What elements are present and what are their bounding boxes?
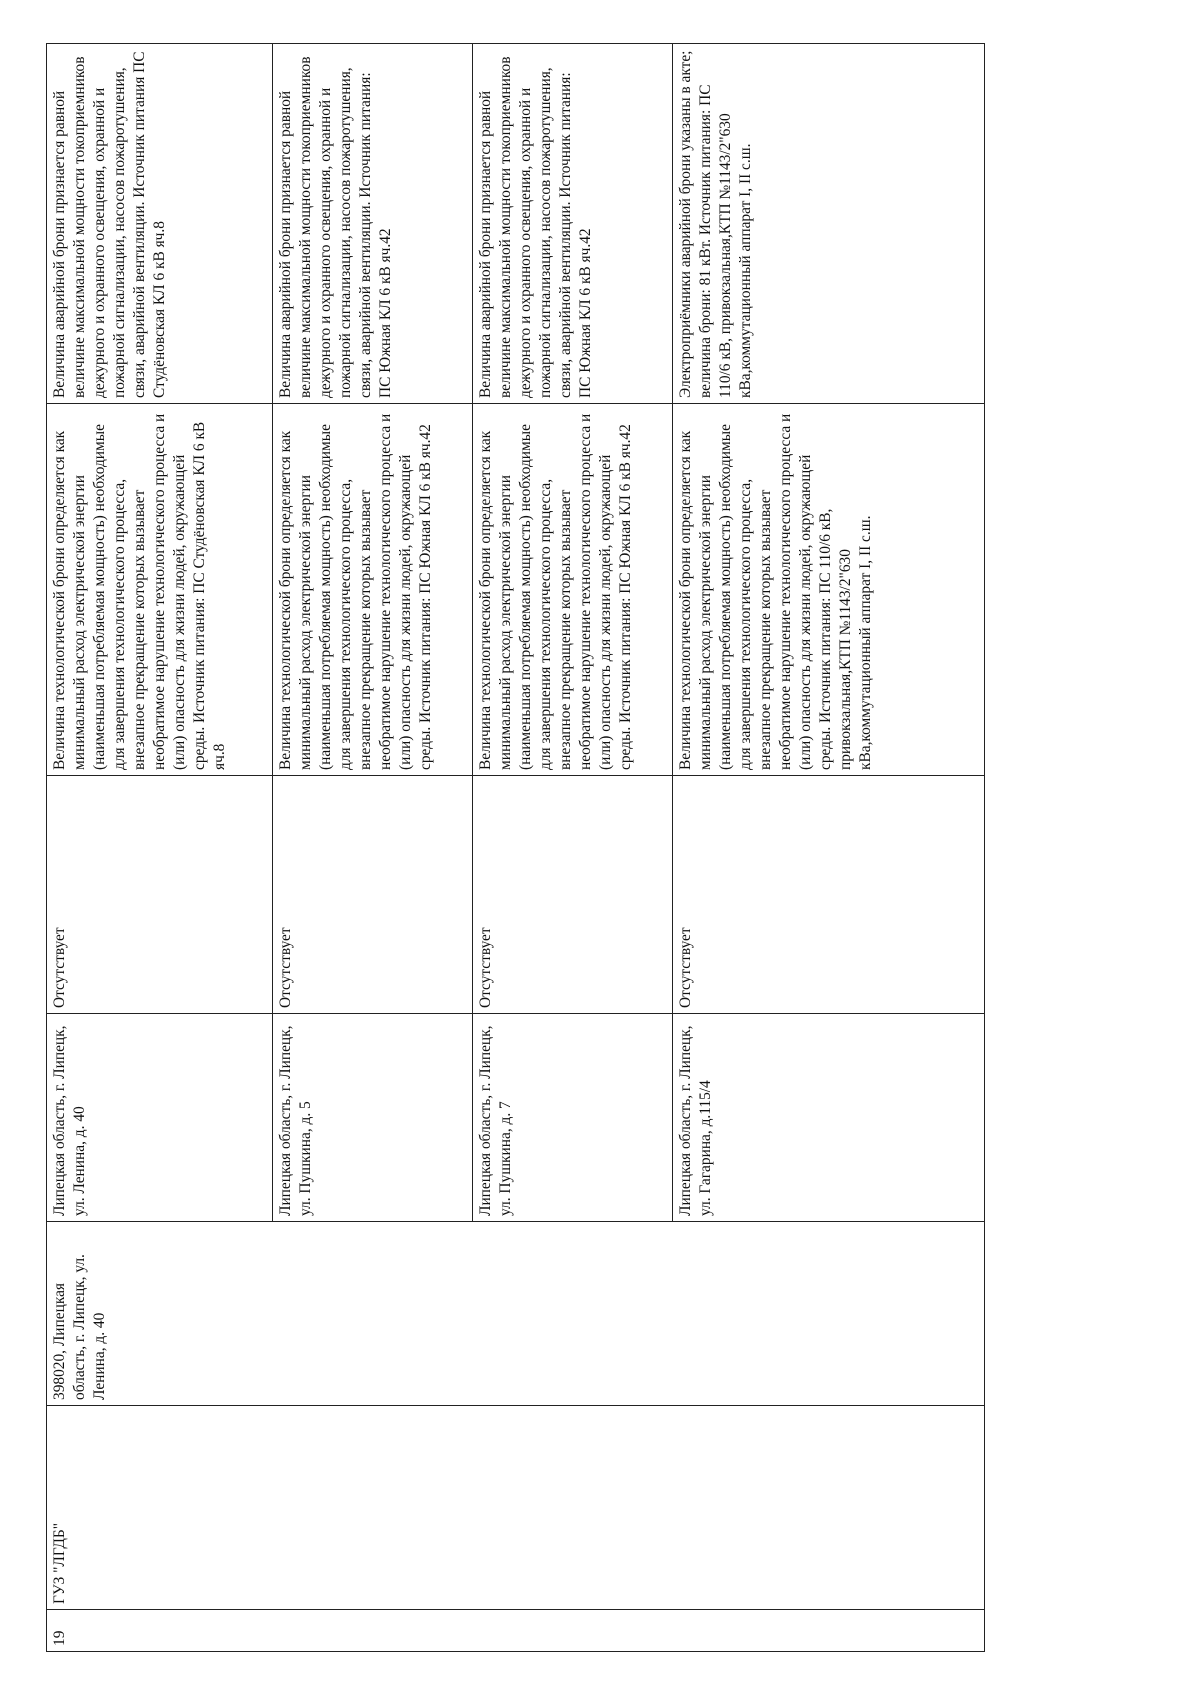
tech-reserve-cell: Величина технологической брони определяется как минимальный расход электрической энергии (наименьшая потребляемая мощность) необходимые для завершения технологического процесса, внезапное прекращение которых вызывает необратимое нарушение технологического процесса и (или) опасность для жизни людей, окружающей среды. Источник питания: ПС Студёновская КЛ 6 кВ яч.8 (47, 404, 273, 776)
status-cell: Отсутствует (473, 776, 673, 1014)
organization-cell: ГУЗ "ЛГДБ" (47, 1406, 985, 1610)
object-address-cell: Липецкая область, г. Липецк, ул. Пушкина, д. 5 (273, 1014, 473, 1222)
tech-reserve-cell: Величина технологической брони определяется как минимальный расход электрической энергии (наименьшая потребляемая мощность) необходимые для завершения технологического процесса, внезапное прекращение которых вызывает необратимое нарушение технологического процесса и (или) опасность для жизни людей, окружающей среды. Источник питания: ПС 110/6 кВ, привокзальная,КТП №1143/2"630 кВа,коммутационный аппарат I, II с.ш. (673, 404, 985, 776)
rotated-table-frame (46, 44, 984, 1652)
emergency-reserve-cell: Величина аварийной брони признается равной величине максимальной мощности токоприемников дежурного и охранного освещения, охранной и пожарной сигнализации, насосов пожаротушения, связи, аварийной вентиляции. Источник питания ПС Студёновская КЛ 6 кВ яч.8 (47, 44, 273, 404)
reserve-table (46, 43, 985, 1652)
status-cell: Отсутствует (673, 776, 985, 1014)
emergency-reserve-cell: Величина аварийной брони признается равной величине максимальной мощности токоприемников дежурного и охранного освещения, охранной и пожарной сигнализации, насосов пожаротушения, связи, аварийной вентиляции. Источник питания: ПС Южная КЛ 6 кВ яч.42 (473, 44, 673, 404)
emergency-reserve-cell: Величина аварийной брони признается равной величине максимальной мощности токоприемников дежурного и охранного освещения, охранной и пожарной сигнализации, насосов пожаротушения, связи, аварийной вентиляции. Источник питания: ПС Южная КЛ 6 кВ яч.42 (273, 44, 473, 404)
legal-address-cell: 398020, Липецкая область, г. Липецк, ул. Ленина, д. 40 (47, 1222, 985, 1406)
table-row (47, 44, 273, 1652)
object-address-cell: Липецкая область, г. Липецк, ул. Гагарина, д.115/4 (673, 1014, 985, 1222)
row-number-cell: 19 (47, 1610, 985, 1652)
tech-reserve-cell: Величина технологической брони определяется как минимальный расход электрической энергии (наименьшая потребляемая мощность) необходимые для завершения технологического процесса, внезапное прекращение которых вызывает необратимое нарушение технологического процесса и (или) опасность для жизни людей, окружающей среды. Источник питания: ПС Южная КЛ 6 кВ яч.42 (273, 404, 473, 776)
object-address-cell: Липецкая область, г. Липецк, ул. Ленина, д. 40 (47, 1014, 273, 1222)
object-address-cell: Липецкая область, г. Липецк, ул. Пушкина, д. 7 (473, 1014, 673, 1222)
emergency-reserve-cell: Электроприёмники аварийной брони указаны в акте; величина брони: 81 кВт. Источник питания: ПС 110/6 кВ, привокзальная,КТП №1143/2"630 кВа,коммутационный аппарат I, II с.ш. (673, 44, 985, 404)
status-cell: Отсутствует (47, 776, 273, 1014)
status-cell: Отсутствует (273, 776, 473, 1014)
tech-reserve-cell: Величина технологической брони определяется как минимальный расход электрической энергии (наименьшая потребляемая мощность) необходимые для завершения технологического процесса, внезапное прекращение которых вызывает необратимое нарушение технологического процесса и (или) опасность для жизни людей, окружающей среды. Источник питания: ПС Южная КЛ 6 кВ яч.42 (473, 404, 673, 776)
